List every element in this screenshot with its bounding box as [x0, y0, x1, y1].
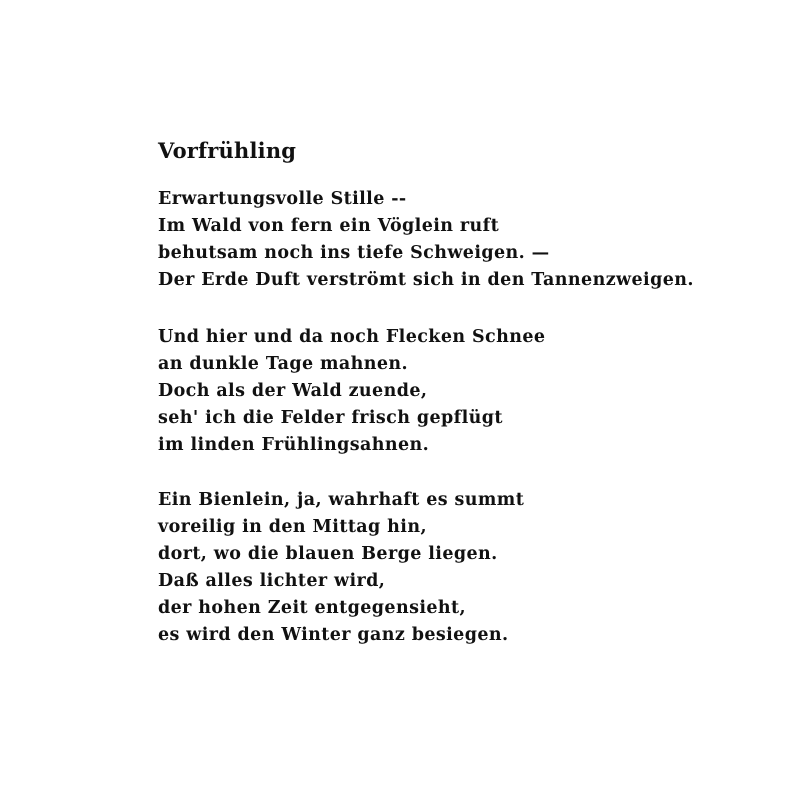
poem-line: es wird den Winter ganz besiegen.: [158, 625, 509, 645]
poem-line: an dunkle Tage mahnen.: [158, 354, 409, 374]
poem-line: Daß alles lichter wird,: [158, 571, 386, 591]
poem-line: behutsam noch ins tiefe Schweigen. —: [158, 243, 550, 263]
poem-line: voreilig in den Mittag hin,: [158, 517, 427, 537]
poem-line: Und hier und da noch Flecken Schnee: [158, 327, 546, 347]
poem-line: Doch als der Wald zuende,: [158, 381, 428, 401]
stanza-1: [158, 186, 718, 294]
stanza-3: [158, 487, 718, 649]
poem-line: im linden Frühlingsahnen.: [158, 435, 430, 455]
poem-line: dort, wo die blauen Berge liegen.: [158, 544, 498, 564]
poem-line: Erwartungsvolle Stille --: [158, 189, 407, 209]
poem-line: seh' ich die Felder frisch gepflügt: [158, 408, 503, 428]
poem-title: Vorfrühling: [158, 138, 297, 163]
stanza-2: [158, 324, 718, 459]
poem-line: Der Erde Duft verströmt sich in den Tannenzweigen.: [158, 270, 694, 290]
poem-line: der hohen Zeit entgegensieht,: [158, 598, 467, 618]
poem-line: Im Wald von fern ein Vöglein ruft: [158, 216, 500, 236]
poem-line: Ein Bienlein, ja, wahrhaft es summt: [158, 490, 525, 510]
